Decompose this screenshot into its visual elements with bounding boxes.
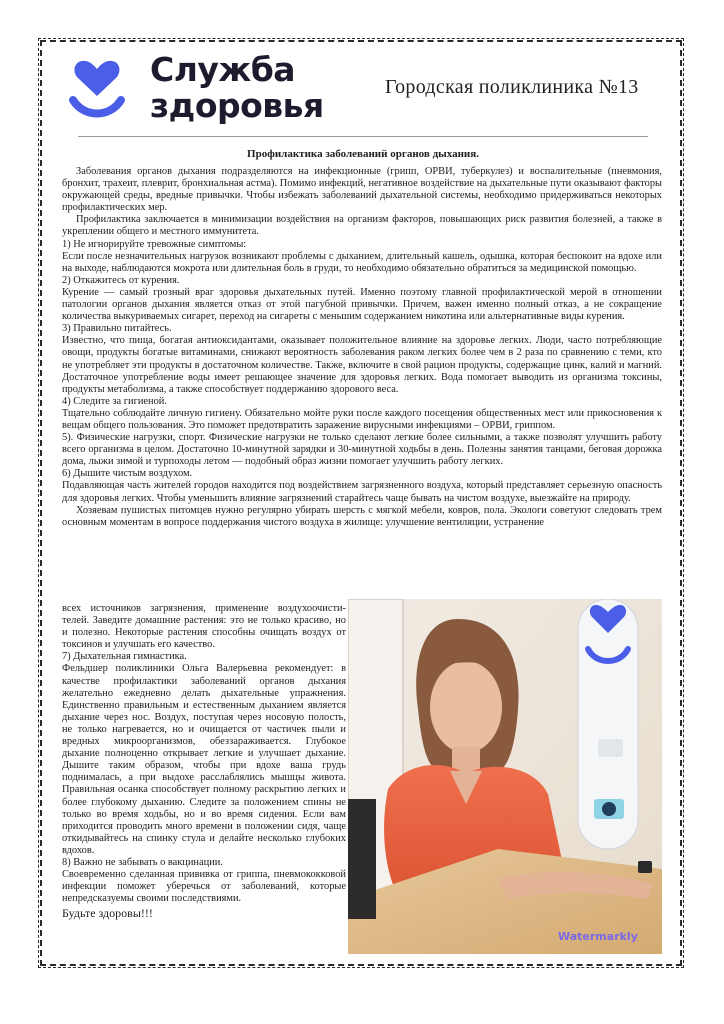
item-8-text: Своевременно сделанная прививка от гриппа, пневмококковой инфекции поможет уберечься от заболеваний, которые непредсказуемы своими последствиями. xyxy=(62,869,346,905)
item-3-heading: 3) Правильно питайтесь. xyxy=(62,323,172,335)
closing-line: Будьте здоровы!!! xyxy=(62,906,153,921)
item-4-heading: 4) Следите за гигиеной. xyxy=(62,395,167,407)
brand-line-2: здоровья xyxy=(150,86,324,125)
pets-paragraph: Хозяевам пушистых питомцев нужно регулярно убирать шерсть с мягкой мебели, ковров, пола. Экологи советуют следовать трем основным моментам в вопросе поддержания чистого воздуха в жилище: улучшение вентиляции, устранение xyxy=(62,504,662,528)
item-6-heading: 6) Дышите чистым воздухом. xyxy=(62,468,193,480)
item-2-heading: 2) Откажитесь от курения. xyxy=(62,274,180,286)
item-4-text: Тщательно соблюдайте личную гигиену. Обязательно мойте руки после каждого посещения общественных мест или прикосновения к вещам общего пользования. Это поможет предотвратить заражение вирусными инфекциями – ОРВИ, гриппом. xyxy=(62,407,662,431)
item-1-text: Если после незначительных нагрузок возникают проблемы с дыханием, длительный кашель, одышка, которая беспокоит на вдохе или на выходе, наблюдаются мокрота или длительная боль в груди, то необходимо обязательно обратиться за медицинской помощью. xyxy=(62,250,662,274)
intro-paragraph-1: Заболевания органов дыхания подразделяются на инфекционные (грипп, ОРВИ, туберкулез) и воспалительные (пневмония, бронхит, трахеит, плеврит, бронхиальная астма). Помимо инфекций, негативное воздействие на дыхательные пути оказывают факторы окружающей среды, вредные привычки. Чтобы избежать заболеваний дыхательной системы, необходимо придерживаться некоторых профилактических мер. xyxy=(62,166,662,214)
item-8-heading: 8) Важно не забывать о вакцинации. xyxy=(62,856,223,868)
article-body-full xyxy=(62,166,662,529)
article-title: Профилактика заболеваний органов дыхания. xyxy=(247,148,479,160)
header-divider xyxy=(78,136,648,137)
heart-smile-icon xyxy=(66,56,128,120)
item-6-text: Подавляющая часть жителей городов находится под воздействием загрязненного воздуха, который представляет серьезную опасность для здоровья легких. Чтобы уменьшить влияние загрязнений старайтесь чаще бывать на чистом воздухе, выезжайте на природу. xyxy=(62,480,662,504)
brand-name xyxy=(150,52,324,124)
item-7-text: Фельдшер поликлиники Ольга Валерьевна рекомендует: в качестве профилактики заболеваний органов дыхания желательно ежедневно делать дыхательные упражнения. Единственно правильным и естественным дыханием является дыхание через нос. Воздух, поступая через носовую полость, не только нагревается, но и очищается от частичек пыли и вредных микроорганизмов, обеззараживается. Глубокое дыхание полноценно открывает легкие и улучшает дыхание. Дышите таким образом, чтобы при вдохе ваша грудь поднималась, а при выдохе расслаблялись мышцы живота. Правильная осанка способствует полному раскрытию легких и более глубокому дыханию. Следите за положением спины не только во время ходьбы, но и во время сидения. Если вам приходится проводить много времени в положении сидя, чаще откидывайтесь на спинку стула и делайте несколько глубоких вдохов. xyxy=(62,663,346,856)
intro-paragraph-2: Профилактика заключается в минимизации воздействия на организм факторов, повышающих риск развития болезней, а также в укреплении общего и местного иммунитета. xyxy=(62,214,662,238)
watermark-text: Watermarkly xyxy=(558,930,638,943)
item-3-text: Известно, что пища, богатая антиоксидантами, оказывает положительное влияние на здоровье легких. Люди, часто потребляющие овощи, продукты богатые витаминами, снижают вероятность заболевания раком легких более чем в 2 раза по сравнению с теми, кто не употребляет эти продукты в достаточном количестве. Также, включите в свой рацион продукты, содержащие цинк, калий и магний. Достаточное употребление воды имеет решающее значение для здоровья легких. Вода помогает выводить из организма токсины, продукты метаболизма, а также способствует поддержанию здорового веса. xyxy=(62,335,662,395)
item-1-heading: 1) Не игнорируйте тревожные симптомы: xyxy=(62,238,247,250)
item-5-text: 5). Физические нагрузки, спорт. Физические нагрузки не только сделают легкие более сильными, а также позволят улучшить работу всего организма в целом. Достаточно 10-минутной зарядки и 30-минутной ходьбы в день. Полезны занятия танцами, беговая дорожка дома, лыжи зимой и турпоходы летом — подобный образ жизни помогает улучшить работу легких. xyxy=(62,432,662,468)
clinic-name: Городская поликлиника №13 xyxy=(385,76,639,98)
article-body-column xyxy=(62,603,346,920)
nurse-photo xyxy=(348,599,662,954)
item-7-heading: 7) Дыхательная гимнастика. xyxy=(62,651,187,663)
item-2-text: Курение — самый грозный враг здоровья дыхательных путей. Именно поэтому главной профилактической мерой в отношении патологии органов дыхания является отказ от этой пагубной привычки. Причем, важен именно полный отказ, а не сокращение количества выкуриваемых сигарет, переход на сигареты с меньшим содержанием никотина или альтернативные виды курения. xyxy=(62,286,662,323)
brand-line-1: Служба xyxy=(150,50,296,89)
pets-paragraph-continued: всех источников загрязнения, применение воздухоочисти-телей. Заведите домашние растения: это не только красиво, но и полезно. Некоторые растения способны очищать воздух от токсинов и улучшать его качество. xyxy=(62,603,346,651)
